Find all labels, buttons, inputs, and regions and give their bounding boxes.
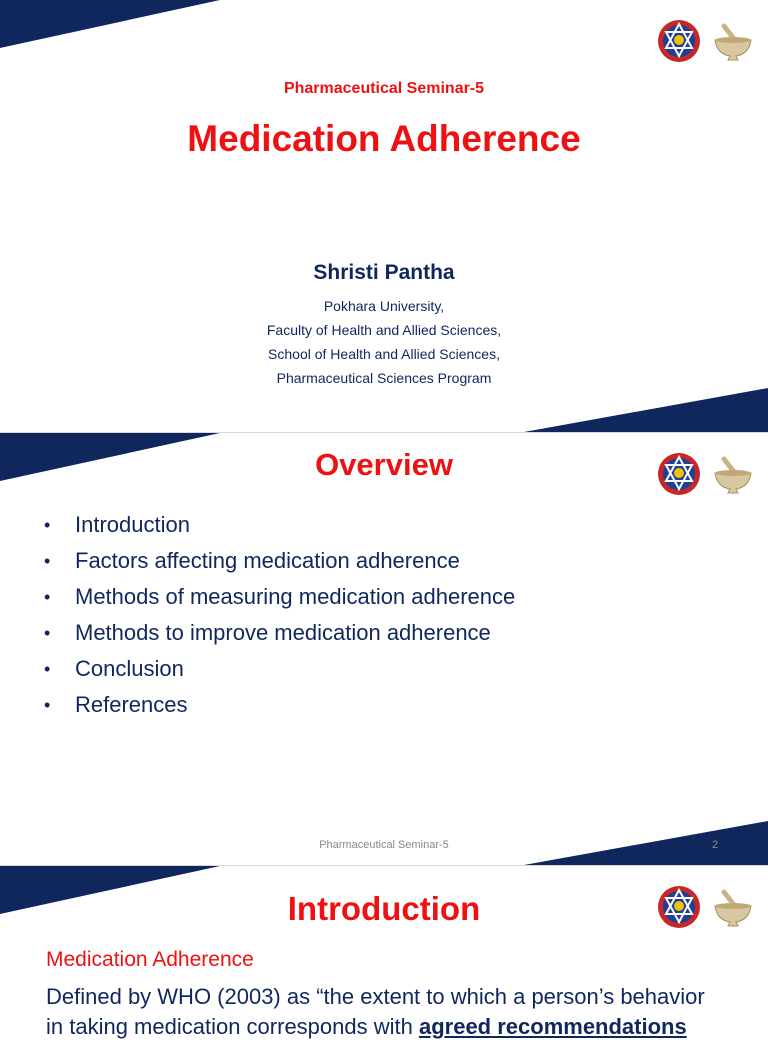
introduction-slide <box>0 866 768 1039</box>
paragraph-line <box>46 1012 724 1042</box>
presentation-title: Medication Adherence <box>187 118 581 159</box>
list-item <box>44 651 515 687</box>
university-emblem-icon <box>656 18 702 64</box>
title-slide <box>0 0 768 432</box>
bullet-icon: • <box>44 515 51 535</box>
definition-paragraph <box>46 982 724 1042</box>
list-item <box>44 543 515 579</box>
slide-title: Introduction <box>287 890 481 927</box>
bullet-icon: • <box>44 551 51 571</box>
section-subheading: Medication Adherence <box>46 948 254 971</box>
seminar-subtitle: Pharmaceutical Seminar-5 <box>283 80 485 97</box>
logo-group <box>656 18 756 62</box>
paragraph-line: Defined by WHO (2003) as “the extent to which a person’s behavior <box>46 984 705 1009</box>
affiliation-line: School of Health and Allied Sciences, <box>268 346 500 362</box>
list-item <box>44 615 515 651</box>
list-item <box>44 507 515 543</box>
paragraph-text: in taking medication corresponds with <box>46 1014 419 1039</box>
top-left-navy-banner <box>0 0 230 50</box>
author-name: Shristi Pantha <box>313 261 455 284</box>
list-item-text: Methods to improve medication adherence <box>75 620 491 645</box>
affiliation-line: Faculty of Health and Allied Sciences, <box>266 322 502 338</box>
list-item-text: Factors affecting medication adherence <box>75 548 460 573</box>
bullet-icon: • <box>44 623 51 643</box>
page-number: 2 <box>712 839 719 851</box>
overview-slide <box>0 433 768 865</box>
affiliation-line: Pharmaceutical Sciences Program <box>276 370 492 386</box>
affiliation-line: Pokhara University, <box>323 298 445 314</box>
list-item-text: Conclusion <box>75 656 184 681</box>
list-item <box>44 687 515 723</box>
bottom-right-navy-banner <box>518 386 768 432</box>
list-item <box>44 579 515 615</box>
slide-footer: Pharmaceutical Seminar-5 <box>319 839 449 851</box>
list-item-text: Methods of measuring medication adherence <box>75 584 516 609</box>
affiliation-block <box>0 294 768 390</box>
list-item-text: References <box>75 692 188 717</box>
bullet-icon: • <box>44 695 51 715</box>
emphasized-text: agreed recommendations <box>418 1014 687 1039</box>
slide-title: Overview <box>315 447 453 482</box>
bullet-icon: • <box>44 659 51 679</box>
overview-list <box>44 507 515 723</box>
bullet-icon: • <box>44 587 51 607</box>
list-item-text: Introduction <box>75 512 190 537</box>
mortar-pestle-icon <box>712 22 754 62</box>
